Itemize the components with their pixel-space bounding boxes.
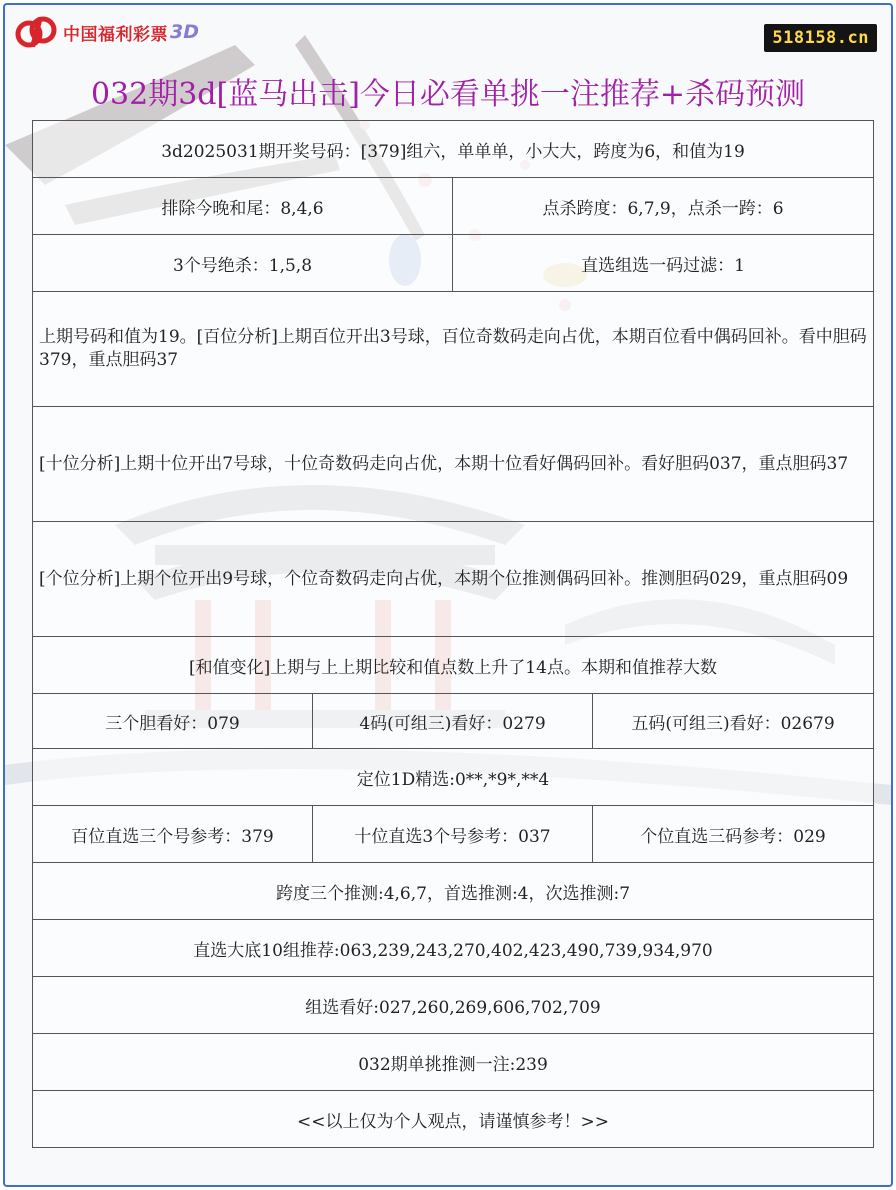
- table-row: [33, 977, 874, 1034]
- table-row: [33, 637, 874, 694]
- hundreds-analysis-cell: 上期号码和值为19。[百位分析]上期百位开出3号球，百位奇数码走向占优，本期百位看中偶码回补。看中胆码379，重点胆码37: [33, 292, 874, 407]
- hundreds-ref-cell: 百位直选三个号参考：379: [33, 806, 313, 863]
- table-row: [33, 806, 874, 863]
- table-row: [33, 235, 874, 292]
- three-dan-cell: 三个胆看好：079: [33, 694, 313, 749]
- four-code-cell: 4码(可组三)看好：0279: [313, 694, 593, 749]
- kill-span-cell: 点杀跨度：6,7,9，点杀一跨：6: [453, 178, 874, 235]
- disclaimer-cell: <<以上仅为个人观点，请谨慎参考！>>: [33, 1091, 874, 1148]
- single-pick-cell: 032期单挑推测一注:239: [33, 1034, 874, 1091]
- prediction-table: [32, 120, 874, 1148]
- filter-one-cell: 直选组选一码过滤：1: [453, 235, 874, 292]
- tens-ref-cell: 十位直选3个号参考：037: [313, 806, 593, 863]
- direct-base-cell: 直选大底10组推荐:063,239,243,270,402,423,490,739,934,970: [33, 920, 874, 977]
- kill-three-cell: 3个号绝杀：1,5,8: [33, 235, 453, 292]
- table-row: [33, 1034, 874, 1091]
- welfare-lottery-logo-icon: [15, 15, 59, 49]
- table-row: [33, 1091, 874, 1148]
- table-row: [33, 121, 874, 178]
- position-1d-cell: 定位1D精选:0**,*9*,**4: [33, 749, 874, 806]
- table-row: [33, 522, 874, 637]
- five-code-cell: 五码(可组三)看好：02679: [593, 694, 874, 749]
- span-predict-cell: 跨度三个推测:4,6,7，首选推测:4，次选推测:7: [33, 863, 874, 920]
- brand-name: 中国福利彩票: [63, 24, 168, 45]
- sum-change-cell: [和值变化]上期与上上期比较和值点数上升了14点。本期和值推荐大数: [33, 637, 874, 694]
- units-ref-cell: 个位直选三码参考：029: [593, 806, 874, 863]
- table-row: [33, 292, 874, 407]
- table-row: [33, 920, 874, 977]
- brand-logo: [15, 15, 199, 49]
- site-badge[interactable]: 518158.cn: [764, 24, 877, 52]
- page-frame: [3, 3, 893, 1187]
- exclude-tail-cell: 排除今晚和尾：8,4,6: [33, 178, 453, 235]
- page-title: 032期3d[蓝马出击]今日必看单挑一注推荐+杀码预测: [90, 77, 806, 112]
- group-pick-cell: 组选看好:027,260,269,606,702,709: [33, 977, 874, 1034]
- table-row: [33, 749, 874, 806]
- table-row: [33, 863, 874, 920]
- units-analysis-cell: [个位分析]上期个位开出9号球，个位奇数码走向占优，本期个位推测偶码回补。推测胆码029，重点胆码09: [33, 522, 874, 637]
- tens-analysis-cell: [十位分析]上期十位开出7号球，十位奇数码走向占优，本期十位看好偶码回补。看好胆码037，重点胆码37: [33, 407, 874, 522]
- brand-suffix: 3D: [170, 21, 199, 43]
- table-row: [33, 694, 874, 749]
- last-draw-cell: 3d2025031期开奖号码：[379]组六，单单单，小大大，跨度为6，和值为19: [33, 121, 874, 178]
- table-row: [33, 178, 874, 235]
- table-row: [33, 407, 874, 522]
